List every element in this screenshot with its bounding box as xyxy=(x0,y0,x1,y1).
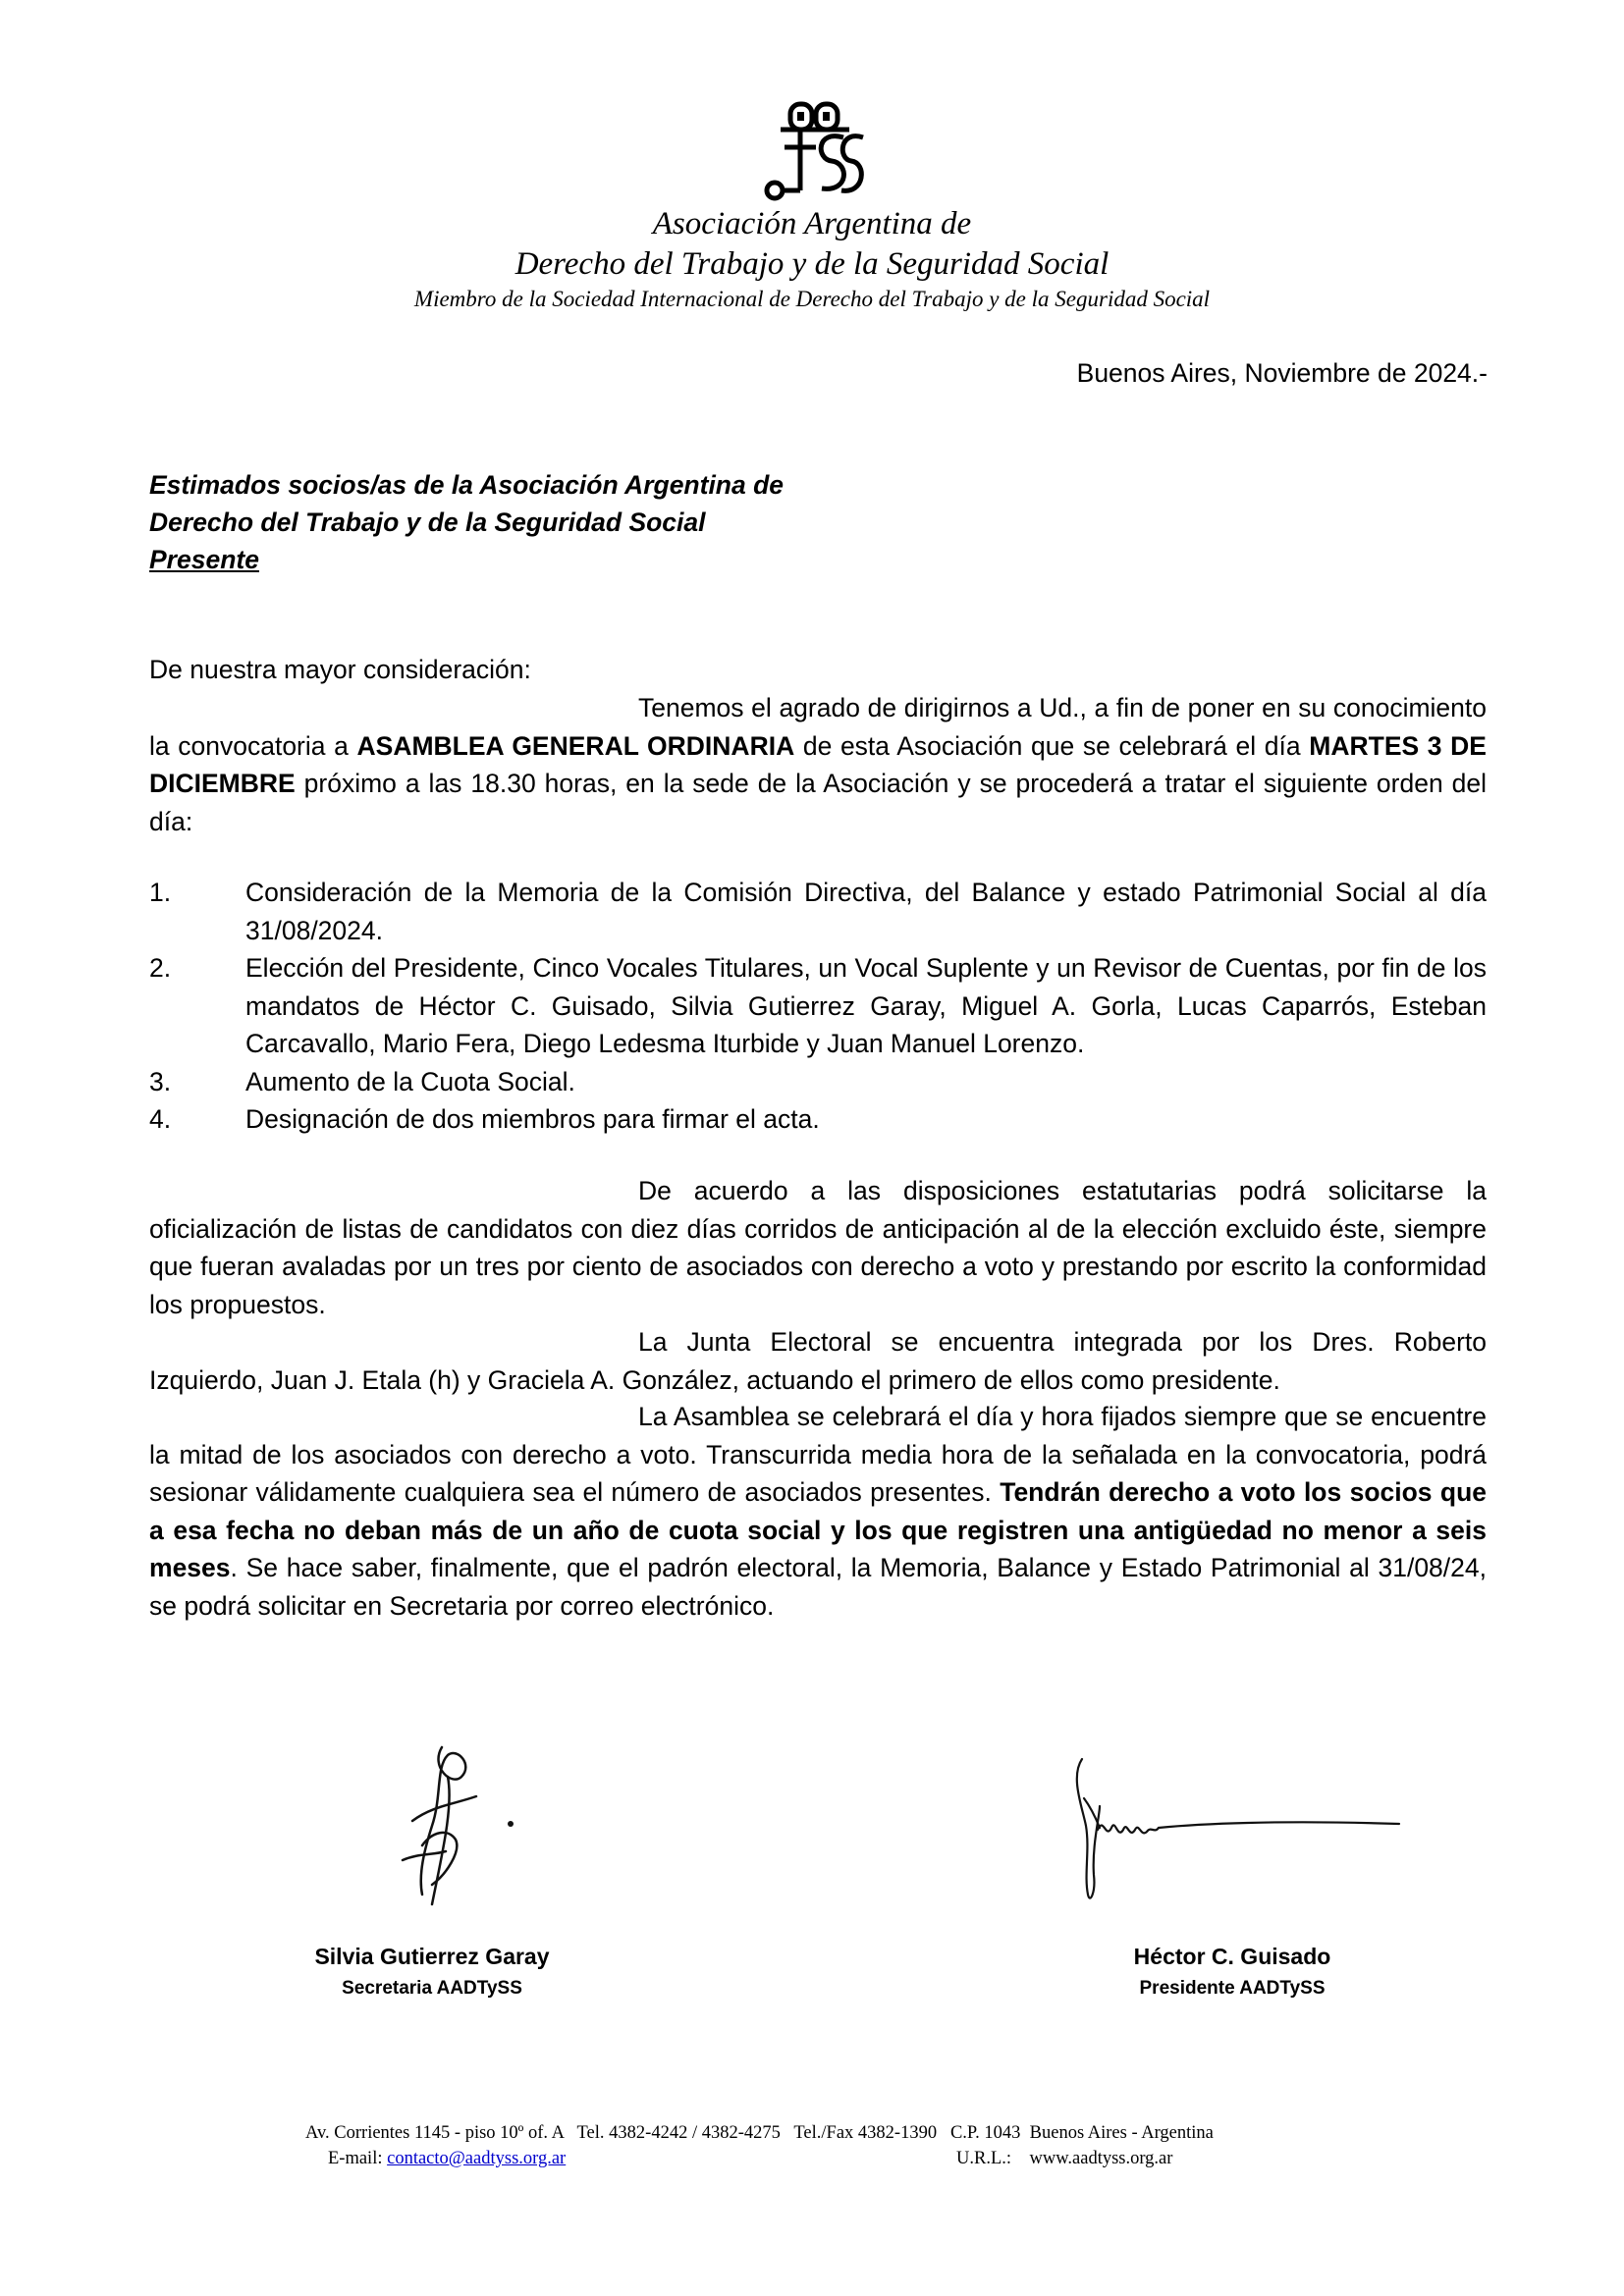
greeting: De nuestra mayor consideración: xyxy=(149,655,531,684)
agenda-item: 1. Consideración de la Memoria de la Comisión Directiva, del Balance y estado Patrimonial Social al día 31/08/2024. xyxy=(149,878,1487,945)
voting-rights: Tendrán derecho a voto los socios que a esa fecha no deban más de un año de cuota social y los que registren una antigüedad no menor a seis meses xyxy=(149,1477,1487,1582)
addressee-presente: Presente xyxy=(149,545,259,574)
assembly-type: ASAMBLEA GENERAL ORDINARIA xyxy=(356,730,795,761)
org-name-line1: Asociación Argentina de xyxy=(652,206,972,241)
intro-paragraph: Tenemos el agrado de dirigirnos a Ud., a fin de poner en su conocimiento la convocatoria a ASAMBLEA GENERAL ORDINARIA de esta Asociación que se celebrará el día MARTES 3 DE DICIEMBRE próximo a las 18.30 horas, en la sede de la Asociación y se procederá a tratar el siguiente orden del día: xyxy=(149,693,1487,836)
signer-left-title: Secretaria AADTySS xyxy=(342,1978,522,1999)
email-link[interactable]: contacto@aadtyss.org.ar xyxy=(387,2149,567,2168)
org-name-line2: Derecho del Trabajo y de la Seguridad Social xyxy=(514,246,1110,282)
agenda-item: 3. Aumento de la Cuota Social. xyxy=(149,1066,575,1096)
assembly-date: MARTES 3 DE DICIEMBRE xyxy=(149,730,1487,798)
signer-right-name: Héctor C. Guisado xyxy=(1133,1944,1331,1969)
lists-paragraph: De acuerdo a las disposiciones estatutarias podrá solicitarse la oficialización de listas de candidatos con diez días corridos de anticipación al de la elección excluido éste, siempre que fueran avaladas por un tres por ciento de asociados con derecho a voto y prestando por escrito la conformidad los propuestos. xyxy=(149,1176,1487,1319)
signature-left xyxy=(383,1737,530,1909)
addressee-line2: Derecho del Trabajo y de la Seguridad Social xyxy=(149,507,706,537)
agenda-item: 4. Designación de dos miembros para firmar el acta. xyxy=(149,1104,820,1134)
footer-email: E-mail: contacto@aadtyss.org.ar xyxy=(328,2149,567,2168)
addressee xyxy=(149,466,784,578)
junta-paragraph: La Junta Electoral se encuentra integrada por los Dres. Roberto Izquierdo, Juan J. Etala (h) y Graciela A. González, actuando el primero de ellos como presidente. xyxy=(149,1327,1487,1395)
agenda-list xyxy=(149,874,1487,1139)
url-text: www.aadtyss.org.ar xyxy=(1029,2149,1173,2168)
org-membership: Miembro de la Sociedad Internacional de Derecho del Trabajo y de la Seguridad Social xyxy=(413,287,1211,311)
footer-url: U.R.L.: www.aadtyss.org.ar xyxy=(956,2149,1173,2168)
signature-right xyxy=(1060,1747,1404,1909)
footer-address: Av. Corrientes 1145 - piso 10º of. A Tel. 4382-4242 / 4382-4275 Tel./Fax 4382-1390 C.P. 1043 Buenos Aires - Argentina xyxy=(305,2123,1214,2143)
signer-right-title: Presidente AADTySS xyxy=(1139,1978,1326,1999)
agenda-item: 2. Elección del Presidente, Cinco Vocales Titulares, un Vocal Suplente y un Revisor de Cuentas, por fin de los mandatos de Héctor C. Guisado, Silvia Gutierrez Garay, Miguel A. Gorla, Lucas Caparrós, Esteban Carcavallo, Mario Fera, Diego Ledesma Iturbide y Juan Manuel Lorenzo. xyxy=(149,953,1487,1058)
letter-date: Buenos Aires, Noviembre de 2024.- xyxy=(1076,358,1488,388)
signer-left-name: Silvia Gutierrez Garay xyxy=(314,1944,550,1969)
asamblea-paragraph: La Asamblea se celebrará el día y hora fijados siempre que se encuentre la mitad de los asociados con derecho a voto. Transcurrida media hora de la señalada en la convocatoria, podrá sesionar válidamente cualquiera sea el número de asociados presentes. Tendrán derecho a voto los socios que a esa fecha no deban más de un año de cuota social y los que registren una antigüedad no menor a seis meses. Se hace saber, finalmente, que el padrón electoral, la Memoria, Balance y Estado Patrimonial al 31/08/24, se podrá solicitar en Secretaria por correo electrónico. xyxy=(149,1402,1487,1621)
signature-dot xyxy=(508,1821,514,1827)
aadtyss-logo xyxy=(761,100,869,204)
addressee-line1: Estimados socios/as de la Asociación Argentina de xyxy=(149,470,785,500)
